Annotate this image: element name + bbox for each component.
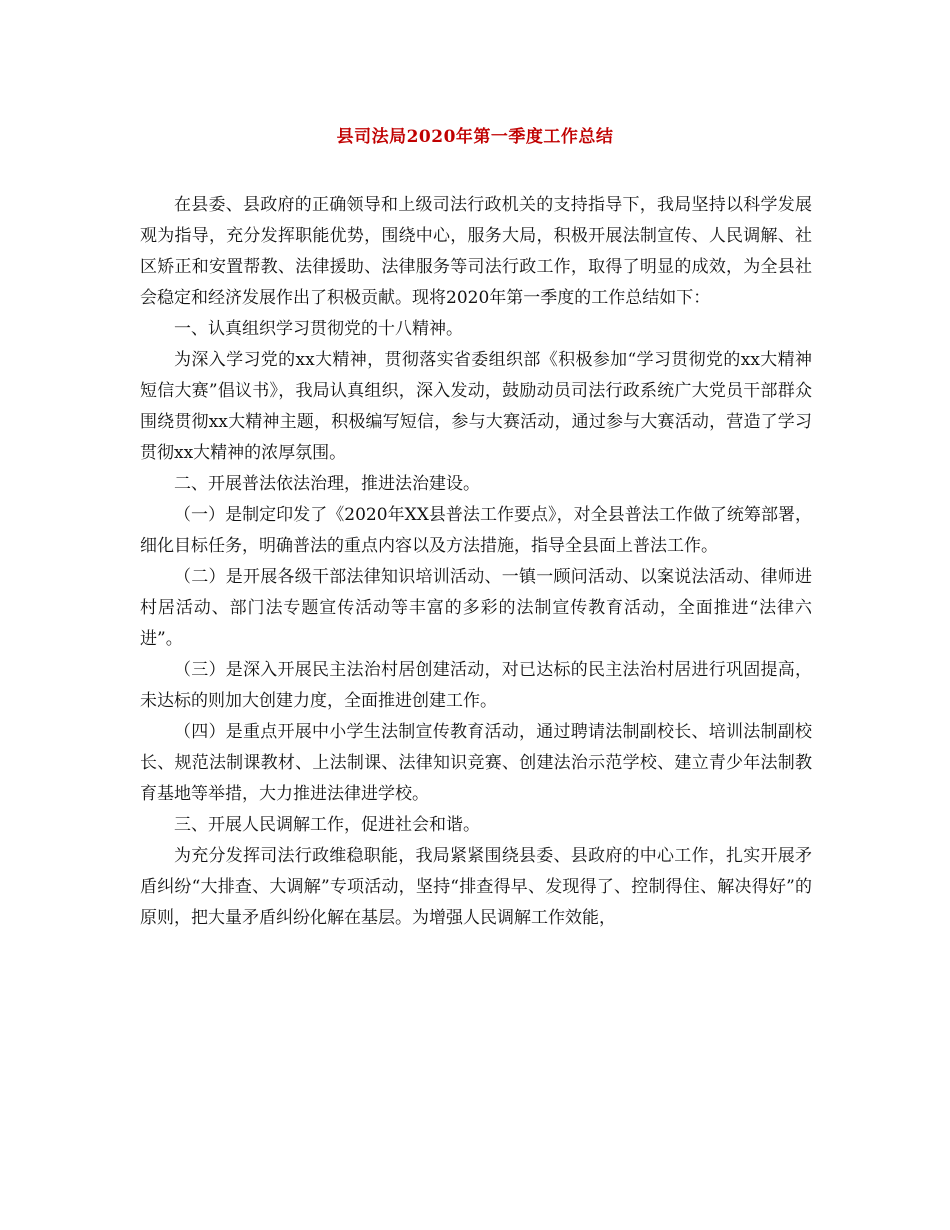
- heading-section-1: 一、认真组织学习贯彻党的十八精神。: [174, 319, 463, 339]
- heading-section-3: 三、开展人民调解工作，促进社会和谐。: [174, 815, 480, 835]
- document-title: 县司法局2020年第一季度工作总结: [336, 127, 614, 147]
- document-body: [140, 190, 812, 934]
- paragraph-item-3: （三）是深入开展民主法治村居创建活动，对已达标的民主法治村居进行巩固提高，未达标的则加大创建力度，全面推进创建工作。: [140, 660, 812, 711]
- paragraph-item-1: （一）是制定印发了《2020年XX县普法工作要点》，对全县普法工作做了统筹部署，细化目标任务，明确普法的重点内容以及方法措施，指导全县面上普法工作。: [140, 505, 812, 556]
- paragraph-item-2: （二）是开展各级干部法律知识培训活动、一镇一顾问活动、以案说法活动、律师进村居活动、部门法专题宣传活动等丰富的多彩的法制宣传教育活动，全面推进“法律六进”。: [140, 567, 812, 649]
- paragraph-item-4: （四）是重点开展中小学生法制宣传教育活动，通过聘请法制副校长、培训法制副校长、规范法制课教材、上法制课、法律知识竞赛、创建法治示范学校、建立青少年法制教育基地等举措，大力推进法律进学校。: [140, 722, 812, 804]
- paragraph-section-1: 为深入学习党的xx大精神，贯彻落实省委组织部《积极参加“学习贯彻党的xx大精神短信大赛”倡议书》，我局认真组织，深入发动，鼓励动员司法行政系统广大党员干部群众围绕贯彻xx大精神主题，积极编写短信，参与大赛活动，通过参与大赛活动，营造了学习贯彻xx大精神的浓厚氛围。: [140, 350, 812, 463]
- heading-section-2: 二、开展普法依法治理，推进法治建设。: [174, 474, 480, 494]
- paragraph-section-3: 为充分发挥司法行政维稳职能，我局紧紧围绕县委、县政府的中心工作，扎实开展矛盾纠纷“大排查、大调解”专项活动，坚持“排查得早、发现得了、控制得住、解决得好”的原则，把大量矛盾纠纷化解在基层。为增强人民调解工作效能，: [140, 846, 812, 928]
- paragraph-intro: 在县委、县政府的正确领导和上级司法行政机关的支持指导下，我局坚持以科学发展观为指导，充分发挥职能优势，围绕中心，服务大局，积极开展法制宣传、人民调解、社区矫正和安置帮教、法律援助、法律服务等司法行政工作，取得了明显的成效，为全县社会稳定和经济发展作出了积极贡献。现将2020年第一季度的工作总结如下：: [140, 195, 812, 308]
